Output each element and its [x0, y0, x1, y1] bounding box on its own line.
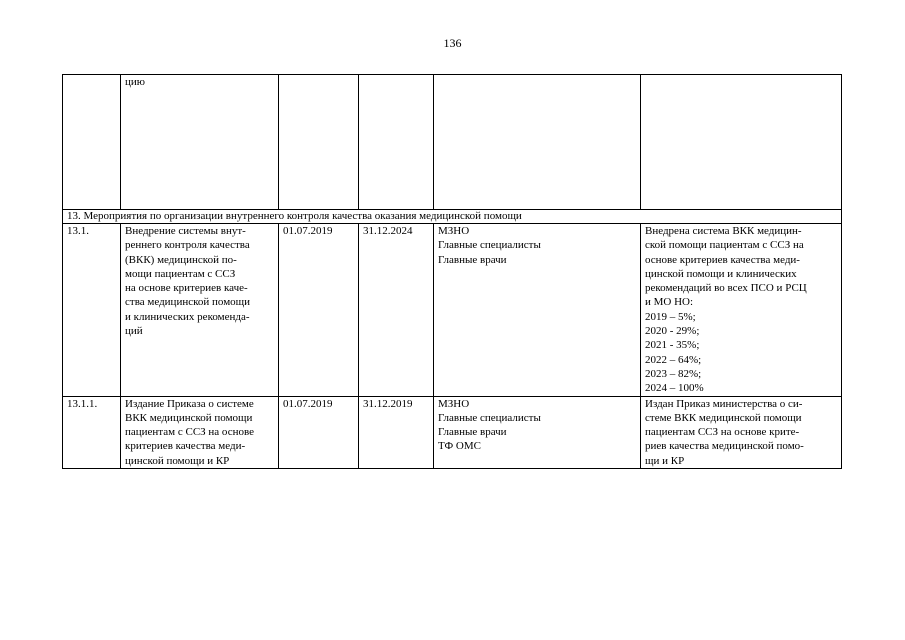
description-line: ВКК медицинской помощи [125, 411, 253, 424]
responsible-line: ТФ ОМС [438, 440, 481, 453]
result-line: 2024 – 100% [645, 382, 704, 395]
cell-end: 31.12.2019 [359, 396, 434, 468]
description-line: ций [125, 325, 143, 338]
page-number: 136 [443, 36, 462, 50]
cell-end: 31.12.2024 [359, 224, 434, 397]
responsible-line: Главные врачи [438, 426, 507, 439]
result-line: рекомендаций во всех ПСО и РСЦ [645, 282, 807, 295]
description-text: цию [125, 76, 145, 88]
description-line: цинской помощи и КР [125, 454, 230, 467]
plan-table [62, 74, 842, 469]
table-row [63, 396, 842, 468]
responsible-line: Главные врачи [438, 253, 507, 266]
cell-description [121, 224, 279, 397]
result-line: и МО НО: [645, 296, 694, 309]
description-line: ства медицинской помощи [125, 296, 251, 309]
cell-description [121, 75, 279, 210]
description-line: пациентам с ССЗ на основе [125, 426, 254, 439]
cell-num: 13.1.1. [63, 396, 121, 468]
cell-result [641, 75, 842, 210]
cell-num [63, 75, 121, 210]
result-line: 2021 - 35%; [645, 339, 700, 352]
cell-num: 13.1. [63, 224, 121, 397]
cell-responsible [434, 75, 641, 210]
cell-result [641, 224, 842, 397]
description-line: (ВКК) медицинской по- [125, 253, 237, 266]
description-line: Издание Приказа о системе [125, 397, 254, 410]
cell-responsible [434, 396, 641, 468]
responsible-line: Главные специалисты [438, 411, 541, 424]
result-line: основе критериев качества меди- [645, 253, 800, 266]
cell-start [279, 75, 359, 210]
cell-end [359, 75, 434, 210]
result-line: 2019 – 5%; [645, 310, 696, 323]
description-line: критериев качества меди- [125, 440, 246, 453]
result-line: 2022 – 64%; [645, 353, 702, 366]
result-line: стеме ВКК медицинской помощи [645, 411, 802, 424]
table-row-section [63, 210, 842, 224]
result-line: Издан Приказ министерства о си- [645, 397, 803, 410]
result-line: ской помощи пациентам с ССЗ на [645, 239, 804, 252]
responsible-line: МЗНО [438, 397, 470, 410]
result-line: пациентам ССЗ на основе крите- [645, 426, 800, 439]
result-line: цинской помощи и клинических [645, 267, 797, 280]
description-line: и клинических рекоменда- [125, 310, 250, 323]
description-line: реннего контроля качества [125, 239, 250, 252]
description-line: Внедрение системы внут- [125, 225, 246, 237]
cell-description [121, 396, 279, 468]
cell-start: 01.07.2019 [279, 396, 359, 468]
responsible-line: Главные специалисты [438, 239, 541, 252]
result-line: 2020 - 29%; [645, 325, 700, 338]
description-line: на основе критериев каче- [125, 282, 248, 295]
section-title: 13. Мероприятия по организации внутреннего контроля качества оказания медицинской помощи [63, 210, 842, 224]
cell-responsible [434, 224, 641, 397]
result-line: Внедрена система ВКК медицин- [645, 225, 802, 237]
result-line: щи и КР [645, 454, 685, 467]
responsible-line: МЗНО [438, 225, 470, 237]
result-line: риев качества медицинской помо- [645, 440, 804, 453]
table-row [63, 224, 842, 397]
cell-result [641, 396, 842, 468]
result-line: 2023 – 82%; [645, 367, 702, 380]
cell-start: 01.07.2019 [279, 224, 359, 397]
description-line: мощи пациентам с ССЗ [125, 267, 236, 280]
table-row-continuation [63, 75, 842, 210]
